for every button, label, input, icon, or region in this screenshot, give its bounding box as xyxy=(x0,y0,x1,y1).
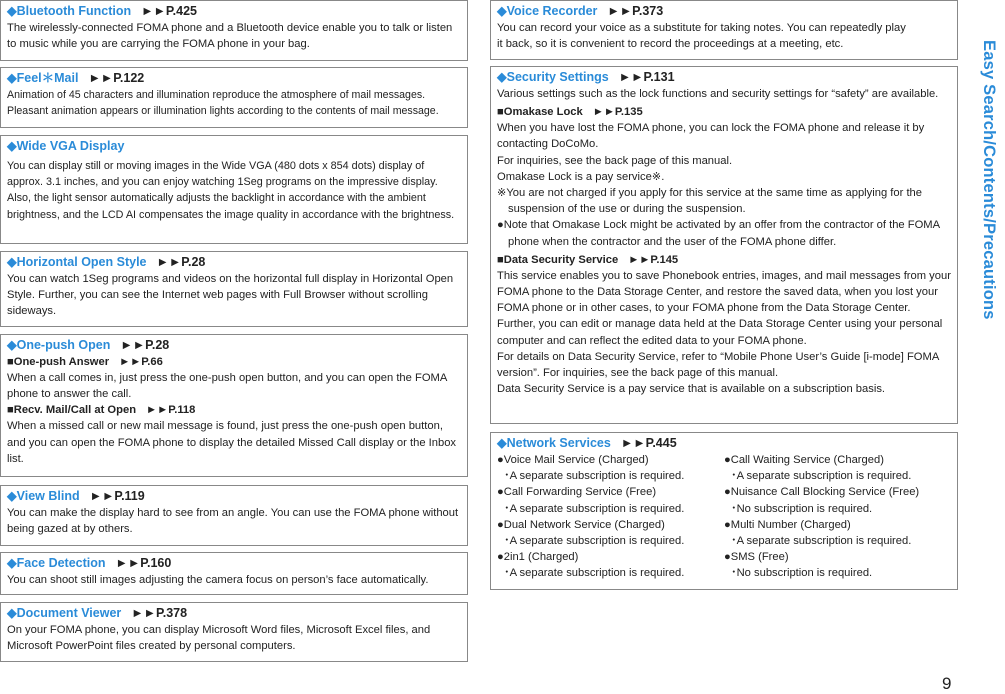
page-ref[interactable]: P.378 xyxy=(156,606,188,620)
section-feel-mail: ◆Feel＊Mail ►►P.122 Animation of 45 characters and illumination reproduce the atmosphere of mail messages. Pleasant animation appears or illumination lights according to the contents of mail message. xyxy=(0,67,468,128)
list-item: ●2in1 (Charged) xyxy=(497,551,579,564)
side-index-tab[interactable] xyxy=(971,0,1005,675)
section-title: ◆Wide VGA Display xyxy=(7,139,125,153)
section-view-blind: ◆View Blind ►►P.119 You can make the display hard to see from an angle. You can use the FOMA phone without being gazed at by others. xyxy=(0,485,468,546)
page-ref[interactable]: P.373 xyxy=(632,4,664,18)
section-wide-vga: ◆Wide VGA Display You can display still or moving images in the Wide VGA (480 dots x 854 dots) display of approx. 3.1 inches, and you can enjoy watching 1Seg programs on the impressive display. Also, the light sensor automatically adjusts the backlight in accordance with the ambient brightness, and the LCD AI compensates the image quality in accordance with the brightness. xyxy=(0,135,468,244)
list-item: ●Nuisance Call Blocking Service (Free) xyxy=(724,486,920,499)
page-ref[interactable]: P.119 xyxy=(114,489,145,503)
footnote: ※You are not charged if you apply for this service at the same time as applying for the suspension of the use or during the suspension. xyxy=(497,187,922,216)
section-title: ◆Face Detection ►►P.160 xyxy=(7,556,172,570)
list-item: ●Dual Network Service (Charged) xyxy=(497,518,665,531)
subsection-title: ■Omakase Lock ►►P.135 xyxy=(497,106,643,119)
section-face-detection: ◆Face Detection ►►P.160 You can shoot still images adjusting the camera focus on person’s face automatically. xyxy=(0,552,468,595)
page-ref[interactable]: P.131 xyxy=(643,70,675,84)
page-ref[interactable]: P.160 xyxy=(140,556,172,570)
network-col-left: ●Voice Mail Service (Charged) ･A separate subscription is required. ●Call Forwarding Service (Free) ･A separate subscription is required. ●Dual Network Service (Charged) ･A separate subscription is required. ●2in1 (Charged) ･A separate subscription is required. xyxy=(497,452,724,582)
page-ref[interactable]: P.28 xyxy=(181,255,206,269)
list-item: ●Voice Mail Service (Charged) xyxy=(497,454,649,466)
section-bluetooth: ◆Bluetooth Function ►►P.425 The wirelessly-connected FOMA phone and a Bluetooth device enable you to talk or listen to music while you are carrying the FOMA phone in your bag. xyxy=(0,0,468,61)
page-number: 9 xyxy=(942,674,952,693)
page-ref[interactable]: P.118 xyxy=(168,404,196,417)
list-item: ●SMS (Free) xyxy=(724,551,789,564)
section-one-push-open: ◆One-push Open ►►P.28 ■One-push Answer ►►P.66 When a call comes in, just press the one-push open button, and you can open the FOMA phone to answer the call. ■Recv. Mail/Call at Open ►►P.118 When a missed call or new mail message is found, just press the one-push open button, and you can open the FOMA phone to display the detailed Missed Call display or the Inbox list. xyxy=(0,334,468,477)
bullet-note: ●Note that Omakase Lock might be activated by an offer from the contractor of the FOMA phone when the contractor and the user of the FOMA phone differ. xyxy=(497,219,940,248)
subsection-title: ■Recv. Mail/Call at Open ►►P.118 xyxy=(7,404,196,417)
subsection-title: ■One-push Answer ►►P.66 xyxy=(7,356,163,368)
section-network-services xyxy=(490,432,958,590)
section-title: ◆Feel＊Mail ►►P.122 xyxy=(7,71,145,85)
section-security-settings: ◆Security Settings ►►P.131 Various settings such as the lock functions and security settings for “safety” are available. ■Omakase Lock ►►P.135 When you have lost the FOMA phone, you can lock the FOMA phone and release it by contacting DoCoMo. For inquiries, see the back page of this manual. Omakase Lock is a pay service※. ※You are not charged if you apply for this service at the same time as applying for the suspension of the use or during the suspension. ●Note that Omakase Lock might be activated by an offer from the contractor of the FOMA phone when the contractor and the user of the FOMA phone differ. ■Data Security Service ►►P.145 This service enables you to save Phonebook entries, images, and mail messages from your FOMA phone to the Data Storage Center, and restore the saved data, when you lost your FOMA phone or in other cases, to your FOMA phone from the Data Storage Center. Further, you can edit or manage data held at the Data Storage Center using your personal computer and can reflect the edited data to your FOMA phone. For details on Data Security Service, refer to “Mobile Phone User’s Guide [i-mode] FOMA version”. For inquiries, see the back page of this manual. Data Security Service is a pay service that is available on a subscription basis. xyxy=(490,66,958,424)
page-ref[interactable]: P.28 xyxy=(145,338,170,352)
section-title: ◆One-push Open ►►P.28 xyxy=(7,338,170,352)
section-title: ◆Document Viewer ►►P.378 xyxy=(7,606,188,620)
section-document-viewer: ◆Document Viewer ►►P.378 On your FOMA phone, you can display Microsoft Word files, Microsoft Excel files, and Microsoft PowerPoint files created by personal computers. xyxy=(0,602,468,662)
list-item: ●Call Forwarding Service (Free) xyxy=(497,486,657,499)
section-title: ◆View Blind ►►P.119 xyxy=(7,489,145,503)
section-title: ◆Horizontal Open Style ►►P.28 xyxy=(7,255,206,269)
list-item: ●Call Waiting Service (Charged) xyxy=(724,454,884,466)
page-ref[interactable]: P.135 xyxy=(614,106,643,119)
section-horizontal-open: ◆Horizontal Open Style ►►P.28 You can watch 1Seg programs and videos on the horizontal full display in Horizontal Open Style. Further, you can see the Internet web pages with Full Browser without scrolling sideways. xyxy=(0,251,468,327)
network-service-list xyxy=(497,452,951,582)
section-title: ◆Voice Recorder ►►P.373 xyxy=(497,4,664,18)
side-tab-label: Easy Search/Contents/Precautions xyxy=(980,40,998,320)
network-col-right: ●Call Waiting Service (Charged) ･A separate subscription is required. ●Nuisance Call Blocking Service (Free) ･No subscription is required. ●Multi Number (Charged) ･A separate subscription is required. ●SMS (Free) ･No subscription is required. xyxy=(724,452,951,582)
section-title: ◆Security Settings ►►P.131 xyxy=(497,70,675,84)
page-ref[interactable]: P.66 xyxy=(141,356,163,368)
page-ref[interactable]: P.145 xyxy=(650,253,679,266)
section-title: ◆Network Services ►►P.445 xyxy=(497,436,677,450)
page-ref[interactable]: P.445 xyxy=(645,436,677,450)
section-voice-recorder: ◆Voice Recorder ►►P.373 You can record your voice as a substitute for taking notes. You can repeatedly play it back, so it is convenient to record the proceedings at a meeting, etc. xyxy=(490,0,958,60)
page-ref[interactable]: P.425 xyxy=(165,4,197,18)
list-item: ●Multi Number (Charged) xyxy=(724,518,851,531)
page-ref[interactable]: P.122 xyxy=(113,71,145,85)
subsection-title: ■Data Security Service ►►P.145 xyxy=(497,253,679,266)
section-title: ◆Bluetooth Function ►►P.425 xyxy=(7,4,197,18)
